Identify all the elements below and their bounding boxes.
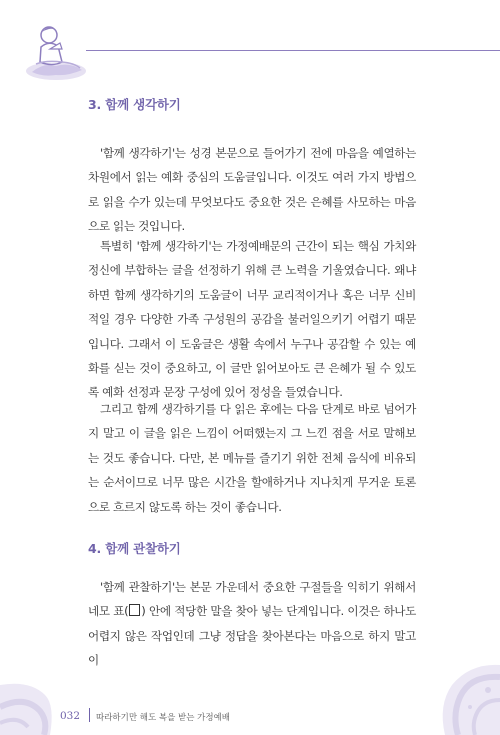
blank-box-icon [129,604,140,616]
paragraph [88,234,416,405]
book-title: 따라하기만 해도 복을 받는 가정예배 [96,713,230,723]
paragraph [88,141,416,239]
paragraph-text: '함께 관찰하기'는 본문 가운데서 중요한 구절들을 익히기 위해서 네모 표( [88,580,416,619]
paragraph-text: ) 안에 적당한 말을 찾아 넣는 단계입니다. 이것은 하나도 어렵지 않은 작업인데 그냥 정답을 찾아본다는 마음으로 하지 말고 이 [88,604,416,668]
paragraph-text: '함께 생각하기'는 성경 본문으로 들어가기 전에 마음을 예열하는 차원에서 읽는 예화 중심의 도움글입니다. 이것도 여러 가지 방법으로 읽을 수가 있는데 무엇보다도 중요한 것은 은혜를 사모하는 마음으로 읽는 것입니다. [88,146,416,234]
footer-divider [89,708,90,722]
page-number: 032 [60,710,81,722]
paragraph [88,397,416,519]
paragraph-text: 그리고 함께 생각하기를 다 읽은 후에는 다음 단계로 바로 넘어가지 말고 이 글을 읽은 느낌이 어떠했는지 그 느낀 점을 서로 말해보는 것도 좋습니다. 다만, 본 메뉴를 즐기기 위한 전체 음식에 비유되는 순서이므로 너무 많은 시간을 할애하거나 지나치게 무거운 토론으로 흐르지 않도록 하는 것이 좋습니다. [88,402,416,514]
section-heading: 3. 함께 생각하기 [88,97,181,112]
praying-figure-illustration [22,22,90,84]
paragraph-text: 특별히 '함께 생각하기'는 가정예배문의 근간이 되는 핵심 가치와 정신에 부합하는 글을 선정하기 위해 큰 노력을 기울였습니다. 왜냐하면 함께 생각하기의 도움글이 너무 교리적이거나 혹은 너무 신비적일 경우 다양한 가족 구성원의 공감을 불러일으키기 어렵기 때문입니다. 그래서 이 도움글은 생활 속에서 누구나 공감할 수 있는 예화를 싣는 것이 중요하고, 이 글만 읽어보아도 큰 은혜가 될 수 있도록 예화 선정과 문장 구성에 있어 정성을 들였습니다. [88,239,416,400]
section-heading: 4. 함께 관찰하기 [88,541,181,556]
header-rule [86,50,500,51]
